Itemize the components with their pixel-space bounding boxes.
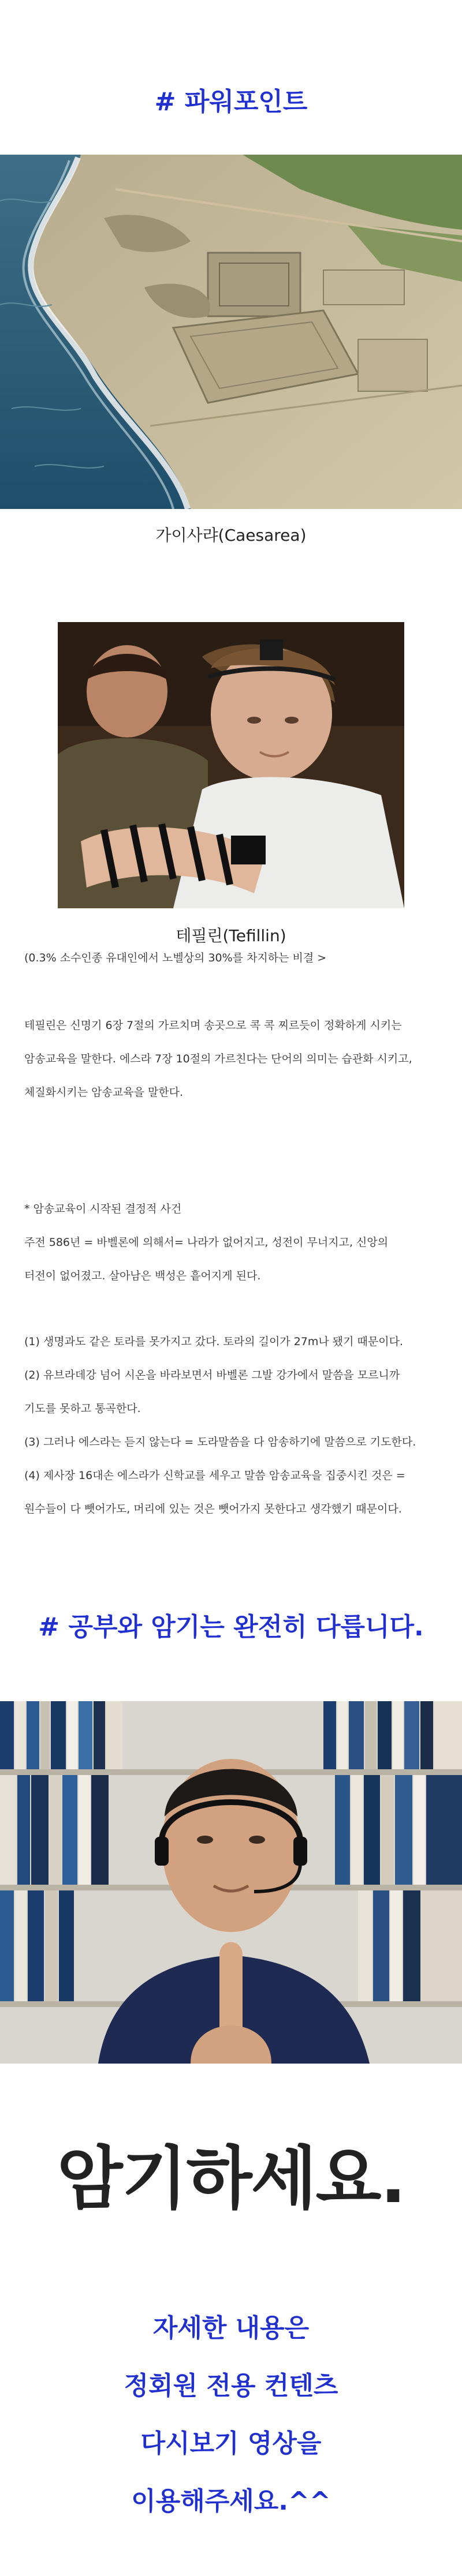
lead-paragraph [24, 950, 438, 967]
memorize-big-text: 암기하세요. [57, 2139, 405, 2218]
text-line: * 암송교육이 시작된 결정적 사건 [24, 1203, 182, 1215]
text-line: 테필린은 신명기 6장 7절의 가르치며 송곳으로 콕 콕 찌르듯이 정확하게 시키는 [24, 1019, 402, 1032]
event-paragraph [24, 1192, 438, 1293]
cta-line-2: 정회원 전용 컨텐츠 [124, 2371, 338, 2401]
tefillin-caption: 테필린(Tefillin) [176, 926, 286, 945]
caesarea-caption: 가이사랴(Caesarea) [155, 526, 307, 545]
cta-line-4: 이용해주세요.^^ [131, 2487, 331, 2516]
text-line: (1) 생명과도 같은 토라를 못가지고 갔다. 토라의 길이가 27m나 됐기 때문이다. [24, 1335, 403, 1348]
text-line: 주전 586년 = 바벨론에 의해서= 나라가 없어지고, 성전이 무너지고, 신앙의 [24, 1236, 389, 1249]
cta-line-1: 자세한 내용은 [152, 2313, 310, 2343]
tefillin-photo [58, 622, 404, 908]
text-line: 기도를 못하고 통곡한다. [24, 1402, 141, 1415]
tefillin-paragraph [24, 1009, 438, 1109]
text-line: (4) 제사장 16대손 에스라가 신학교를 세우고 말씀 암송교육을 집중시킨 것은 = [24, 1469, 405, 1482]
section-heading-powerpoint: # 파워포인트 [154, 87, 308, 117]
text-line: (2) 유브라데강 넘어 시온을 바라보면서 바벨론 그발 강가에서 말씀을 모르니까 [24, 1369, 400, 1381]
caesarea-aerial-photo [0, 155, 462, 509]
reasons-paragraph [24, 1325, 438, 1526]
cta-line-3: 다시보기 영상을 [140, 2429, 322, 2458]
text-line: 암송교육을 말한다. 에스라 7장 10절의 가르친다는 단어의 의미는 습관화 시키고, [24, 1053, 412, 1065]
lead-line: (0.3% 소수인종 유대인에서 노벨상의 30%를 차지하는 비결 > [24, 952, 327, 964]
text-line: 터전이 없어졌고. 살아남은 백성은 흩어지게 된다. [24, 1270, 261, 1282]
section-heading-study-vs-memorize: # 공부와 암기는 완전히 다릅니다. [38, 1612, 424, 1642]
text-line: 체질화시키는 암송교육을 말한다. [24, 1086, 184, 1099]
presenter-photo [0, 1701, 462, 2064]
text-line: 원수들이 다 뺏어가도, 머리에 있는 것은 뺏어가지 못한다고 생각했기 때문이다. [24, 1503, 402, 1515]
text-line: (3) 그러나 에스라는 듣지 않는다 = 도라말씀을 다 암송하기에 말씀으로 기도한다. [24, 1436, 416, 1448]
